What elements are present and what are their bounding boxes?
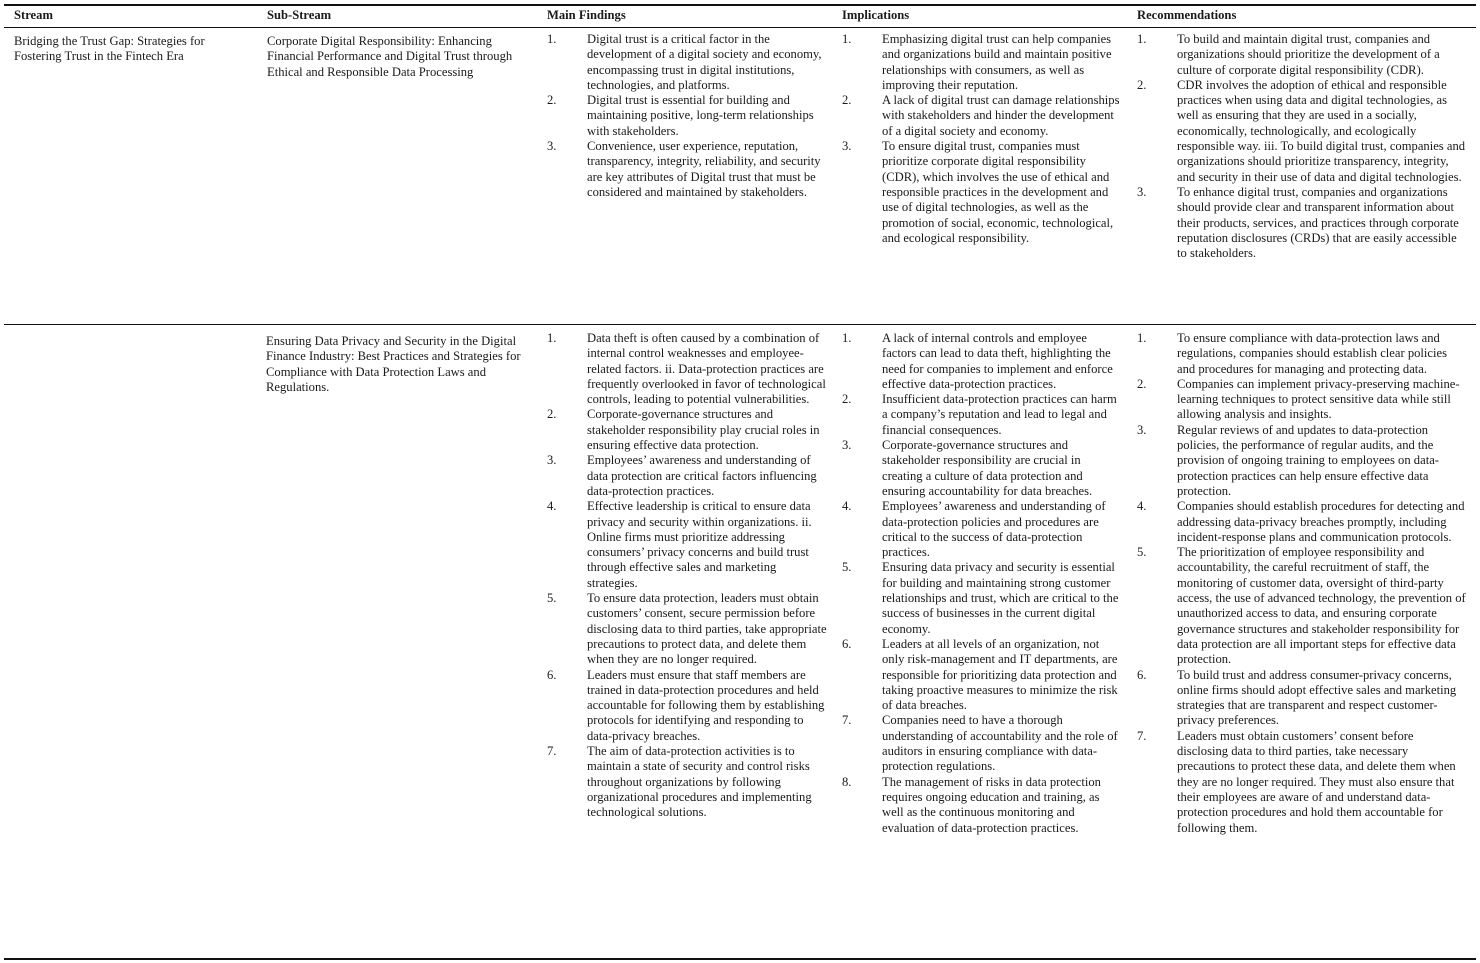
list-item-number: 3.	[547, 453, 557, 468]
list-item-text: Leaders must ensure that staff members are trained in data-protection procedures and held accountable for following them by establishing protocols for identifying and responding to data-privacy breaches.	[587, 667, 825, 743]
header-sub-stream: Sub-Stream	[267, 8, 332, 22]
row-1-implications-list	[842, 32, 1120, 246]
list-item	[1137, 331, 1467, 377]
list-item-number: 7.	[842, 713, 852, 728]
list-item-number: 6.	[547, 667, 557, 682]
row-2-recommendations-list	[1137, 331, 1467, 836]
list-item	[842, 499, 1120, 560]
list-item-number: 8.	[842, 774, 852, 789]
list-item-number: 5.	[1137, 545, 1147, 560]
list-item-number: 3.	[842, 438, 852, 453]
list-item-text: Companies need to have a thorough understanding of accountability and the role of auditors in ensuring compliance with data-protection regulations.	[882, 713, 1118, 774]
list-item	[842, 392, 1120, 438]
list-item-number: 1.	[1137, 331, 1147, 345]
row-2-sub-stream: Ensuring Data Privacy and Security in the Digital Finance Industry: Best Practices and Strategies for Compliance with Data Protection Laws and Regulations.	[266, 334, 521, 394]
list-item	[1137, 545, 1467, 667]
row-2-main-findings-list	[547, 331, 827, 821]
list-item	[547, 139, 827, 200]
list-item-text: Companies can implement privacy-preserving machine-learning techniques to protect sensitive data while still allowing analysis and insights.	[1177, 376, 1460, 422]
list-item-text: Ensuring data privacy and security is essential for building and maintaining strong customer relationships and trust, which are critical to the success of businesses in the current digital economy.	[882, 560, 1119, 636]
list-item-number: 7.	[1137, 728, 1147, 743]
list-item-number: 1.	[547, 331, 557, 345]
list-item-number: 5.	[547, 591, 557, 606]
list-item-number: 2.	[1137, 376, 1147, 391]
list-item-text: A lack of internal controls and employee factors can lead to data theft, highlighting the need for companies to implement and enforce effective data-protection practices.	[882, 331, 1113, 391]
row-1-recommendations-list	[1137, 32, 1467, 261]
list-item-text: Digital trust is a critical factor in the development of a digital society and economy, encompassing trust in digital institutions, technologies, and platforms.	[587, 32, 822, 92]
list-item-text: Regular reviews of and updates to data-protection policies, the performance of regular audits, and the provision of ongoing training to employees on data-protection practices can help ensure effective data protection.	[1177, 422, 1439, 498]
table-bottom-rule	[4, 958, 1476, 960]
list-item-number: 1.	[547, 32, 557, 46]
list-item-number: 3.	[1137, 184, 1147, 199]
table-row-separator	[4, 324, 1476, 325]
list-item-number: 3.	[842, 139, 852, 154]
header-main-findings: Main Findings	[547, 8, 626, 22]
list-item-number: 4.	[842, 499, 852, 514]
list-item-number: 4.	[1137, 499, 1147, 514]
list-item-number: 6.	[1137, 667, 1147, 682]
list-item-text: The aim of data-protection activities is to maintain a state of security and control risks throughout organizations by following organizational procedures and implementing technological solutions.	[587, 744, 812, 820]
list-item-text: To ensure compliance with data-protection laws and regulations, companies should establish clear policies and procedures for managing and protecting data.	[1177, 331, 1447, 376]
list-item	[547, 407, 827, 453]
list-item-text: Effective leadership is critical to ensure data privacy and security within organizations. ii. Online firms must prioritize addressing consumers’ privacy concerns and build trust through effective sales and marketing strategies.	[587, 499, 812, 590]
list-item	[1137, 185, 1467, 261]
list-item	[842, 438, 1120, 499]
list-item	[547, 591, 827, 667]
list-item-text: The management of risks in data protection requires ongoing education and training, as well as the continuous monitoring and evaluation of data-protection practices.	[882, 774, 1101, 835]
list-item-text: To enhance digital trust, companies and organizations should provide clear and transparent information about their products, services, and practices through corporate reputation disclosures (CRDs) that are easily accessible to stakeholders.	[1177, 184, 1459, 261]
list-item	[547, 453, 827, 499]
table-top-rule	[4, 4, 1476, 6]
list-item-number: 2.	[842, 93, 852, 108]
list-item-text: Data theft is often caused by a combination of internal control weaknesses and employee-related factors. ii. Data-protection practices are frequently overlooked in favor of technological controls, leading to potential vulnerabilities.	[587, 331, 826, 407]
list-item	[547, 32, 827, 93]
header-stream: Stream	[14, 8, 53, 22]
list-item-number: 1.	[1137, 32, 1147, 46]
list-item-text: To build trust and address consumer-privacy concerns, online firms should adopt effective sales and marketing strategies that are transparent and respect customer-privacy preferences.	[1177, 667, 1457, 728]
list-item	[1137, 423, 1467, 499]
list-item	[842, 637, 1120, 713]
list-item	[842, 713, 1120, 774]
list-item	[547, 744, 827, 820]
row-2-implications-list	[842, 331, 1120, 836]
list-item	[547, 499, 827, 591]
list-item-text: Employees’ awareness and understanding of data-protection policies and procedures are critical to the success of data-protection practices.	[882, 499, 1106, 560]
list-item-text: To build and maintain digital trust, companies and organizations should prioritize the development of a culture of corporate digital responsibility (CDR).	[1177, 32, 1440, 77]
list-item-number: 2.	[547, 407, 557, 422]
list-item	[842, 775, 1120, 836]
list-item-text: CDR involves the adoption of ethical and responsible practices when using data and digital technologies, as well as ensuring that they are used in a socially, economically, technologically, and ecologically responsible way. iii. To build digital trust, companies and organizations should prioritize transparency, integrity, and security in their use of data and digital technologies.	[1177, 77, 1466, 184]
list-item	[1137, 377, 1467, 423]
list-item	[1137, 32, 1467, 78]
row-1-main-findings-list	[547, 32, 827, 200]
list-item-number: 6.	[842, 636, 852, 651]
list-item	[547, 331, 827, 407]
list-item-number: 2.	[842, 392, 852, 407]
header-recommendations: Recommendations	[1137, 8, 1237, 22]
list-item-text: A lack of digital trust can damage relationships with stakeholders and hinder the development of a digital society and economy.	[882, 93, 1120, 138]
list-item-text: The prioritization of employee responsibility and accountability, the careful recruitment of staff, the monitoring of customer data, oversight of third-party access, the use of advanced technology, the prevention of unauthorized access to data, and ensuring corporate governance structures and stakeholder responsibility for data protection are all important steps for effective data protection.	[1177, 545, 1466, 667]
list-item-text: Insufficient data-protection practices can harm a company’s reputation and lead to legal and financial consequences.	[882, 392, 1117, 437]
list-item-number: 3.	[547, 139, 557, 154]
list-item-number: 2.	[547, 93, 557, 108]
list-item	[1137, 78, 1467, 185]
list-item	[842, 560, 1120, 636]
row-1-stream: Bridging the Trust Gap: Strategies for Fostering Trust in the Fintech Era	[14, 34, 205, 64]
list-item-text: Emphasizing digital trust can help companies and organizations build and maintain positive relationships with consumers, as well as improving their reputation.	[882, 32, 1112, 92]
list-item-text: Convenience, user experience, reputation, transparency, integrity, reliability, and security are key attributes of Digital trust that must be considered and maintained by stakeholders.	[587, 139, 821, 199]
list-item-text: Leaders at all levels of an organization, not only risk-management and IT departments, are responsible for prioritizing data protection and taking proactive measures to minimize the risk of data breaches.	[882, 636, 1118, 713]
list-item-number: 4.	[547, 499, 557, 514]
list-item-number: 1.	[842, 32, 852, 46]
list-item	[1137, 729, 1467, 836]
list-item-text: Digital trust is essential for building and maintaining positive, long-term relationships with stakeholders.	[587, 93, 814, 138]
list-item-text: Leaders must obtain customers’ consent before disclosing data to third parties, take necessary precautions to protect these data, and delete them when they are no longer required. They must also ensure that their employees are aware of and understand data-protection procedures and hold them accountable for following them.	[1177, 728, 1456, 835]
row-1-sub-stream: Corporate Digital Responsibility: Enhancing Financial Performance and Digital Trust through Ethical and Responsible Data Processing	[267, 34, 513, 79]
list-item-text: To ensure data protection, leaders must obtain customers’ consent, secure permission before disclosing data to third parties, take appropriate precautions to protect data, and delete them when they are no longer required.	[587, 591, 827, 667]
list-item-number: 7.	[547, 744, 557, 759]
header-implications: Implications	[842, 8, 910, 22]
list-item-text: Employees’ awareness and understanding of data protection are critical factors influencing data-protection practices.	[587, 453, 817, 498]
list-item-text: Corporate-governance structures and stakeholder responsibility play crucial roles in ensuring effective data protection.	[587, 407, 820, 453]
list-item-text: To ensure digital trust, companies must prioritize corporate digital responsibility (CDR), which involves the use of ethical and responsible practices in the development and use of digital technologies, as well as the promotion of social, economic, technological, and ecological responsibility.	[882, 139, 1114, 245]
list-item-number: 5.	[842, 560, 852, 575]
list-item-number: 1.	[842, 331, 852, 345]
list-item	[842, 139, 1120, 246]
list-item-number: 3.	[1137, 422, 1147, 437]
list-item	[547, 93, 827, 139]
list-item-text: Corporate-governance structures and stakeholder responsibility are crucial in creating a culture of data protection and ensuring accountability for data breaches.	[882, 438, 1093, 498]
table-header-rule	[4, 27, 1476, 28]
list-item	[842, 93, 1120, 139]
list-item	[1137, 499, 1467, 545]
list-item	[842, 32, 1120, 93]
list-item	[547, 668, 827, 744]
list-item	[1137, 668, 1467, 729]
list-item-text: Companies should establish procedures for detecting and addressing data-privacy breaches promptly, including incident-response plans and communication protocols.	[1177, 499, 1465, 544]
list-item	[842, 331, 1120, 392]
list-item-number: 2.	[1137, 77, 1147, 92]
